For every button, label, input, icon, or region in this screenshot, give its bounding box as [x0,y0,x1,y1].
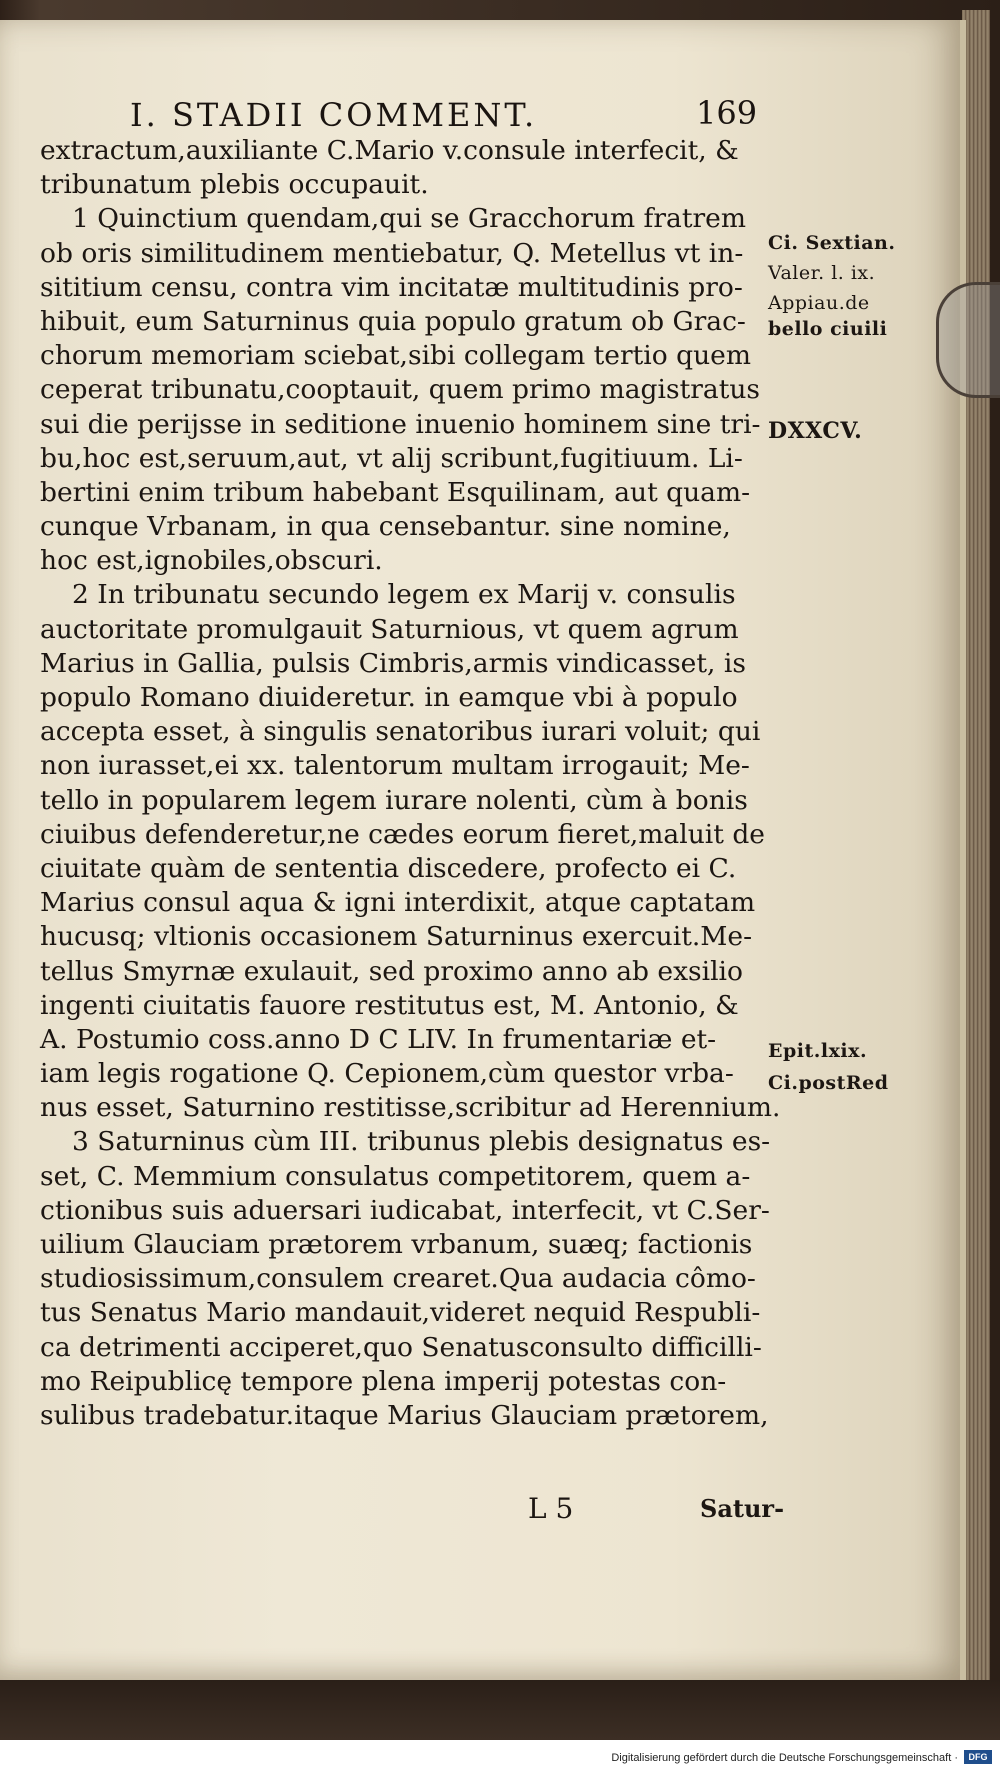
text-line: mo Reipublicę tempore plena imperij potestas con- [40,1365,727,1397]
text-line: tribunatum plebis occupauit. [40,169,429,201]
text-line: sititium censu, contra vim incitatæ multitudinis pro- [40,271,743,303]
text-line: set, C. Memmium consulatus competitorem, quem a- [40,1160,751,1192]
text-line: tellus Smyrnæ exulauit, sed proximo anno ab exsilio [40,955,743,987]
text-line: hucusq; vltionis occasionem Saturninus exercuit.Me- [40,921,753,953]
text-line: accepta esset, à singulis senatoribus iurari voluit; qui [40,716,761,748]
text-line: ca detrimenti acciperet,quo Senatusconsulto difficilli- [40,1331,762,1363]
text-line: ciuitate quàm de sententia discedere, profecto ei C. [40,852,737,884]
text-line: hibuit, eum Saturninus quia populo gratum ob Grac- [40,305,746,337]
text-line: tus Senatus Mario mandauit,videret nequid Respubli- [40,1297,761,1329]
text-line: auctoritate promulgauit Saturnious, vt quem agrum [40,613,739,645]
text-line: ob oris similitudinem mentiebatur, Q. Metellus vt in- [40,237,744,269]
text-line: studiosissimum,consulem crearet.Qua audacia cômo- [40,1263,756,1295]
running-head: I. STADII COMMENT. [130,96,538,134]
text-line: sulibus tradebatur.itaque Marius Glauciam prætorem, [40,1399,769,1431]
margin-note-citation: Ci. Sextian. [768,232,896,254]
text-line: uilium Glauciam prætorem vrbanum, suæq; factionis [40,1229,753,1260]
margin-note-citation: Valer. l. ix. [768,262,876,284]
text-line: Marius consul aqua & igni interdixit, atque captatam [40,887,756,919]
margin-note-citation: bello ciuili [768,318,888,340]
folio-number: 169 [696,94,758,132]
footer-credit: Digitalisierung gefördert durch die Deutsche Forschungsgemeinschaft · [611,1752,958,1764]
text-line: tello in popularem legem iurare nolenti, cùm à bonis [40,784,748,816]
page-clip [936,282,1000,398]
catchword: Satur- [700,1494,785,1523]
dfg-logo: DFG [964,1750,992,1764]
signature-mark: L 5 [528,1492,574,1525]
text-line: 2 In tribunatu secundo legem ex Marij v. consulis [72,579,736,611]
text-line: ceperat tribunatu,cooptauit, quem primo magistratus [40,374,761,406]
text-line: sui die perijsse in seditione inuenio hominem sine tri- [40,408,761,440]
text-line: non iurasset,ei xx. talentorum multam irrogauit; Me- [40,750,750,782]
text-line: ctionibus suis aduersari iudicabat, interfecit, vt C.Ser- [40,1194,770,1226]
margin-note-year: DXXCV. [768,418,863,444]
main-text-block [40,134,780,1433]
text-line: iam legis rogatione Q. Cepionem,cùm questor vrba- [40,1058,734,1090]
text-line: cunque Vrbanam, in qua censebantur. sine nomine, [40,511,731,543]
margin-note-citation: Ci.postRed [768,1072,889,1094]
text-line: chorum memoriam sciebat,sibi collegam tertio quem [40,340,751,372]
page-fore-edge [962,10,990,1700]
margin-note-citation: Appiau.de [768,292,870,314]
text-line: bu,hoc est,seruum,aut, vt alij scribunt,fugitiuum. Li- [40,442,743,474]
text-line: hoc est,ignobiles,obscuri. [40,545,383,577]
text-line: ingenti ciuitatis fauore restitutus est, M. Antonio, & [40,989,739,1021]
text-line: 1 Quinctium quendam,qui se Gracchorum fratrem [72,203,746,235]
text-line: 3 Saturninus cùm III. tribunus plebis designatus es- [72,1126,771,1158]
text-line: bertini enim tribum habebant Esquilinam, aut quam- [40,476,751,508]
text-line: populo Romano diuideretur. in eamque vbi à populo [40,682,738,713]
text-line: extractum,auxiliante C.Mario v.consule interfecit, & [40,135,739,166]
text-line: ciuibus defenderetur,ne cædes eorum fieret,maluit de [40,818,765,850]
margin-note-citation: Epit.lxix. [768,1040,868,1062]
bottom-edge [0,1680,1000,1740]
text-line: Marius in Gallia, pulsis Cimbris,armis vindicasset, is [40,647,746,679]
text-line: nus esset, Saturnino restitisse,scribitur ad Herennium. [40,1092,781,1124]
text-line: A. Postumio coss.anno D C LIV. In frumentariæ et- [40,1023,717,1055]
